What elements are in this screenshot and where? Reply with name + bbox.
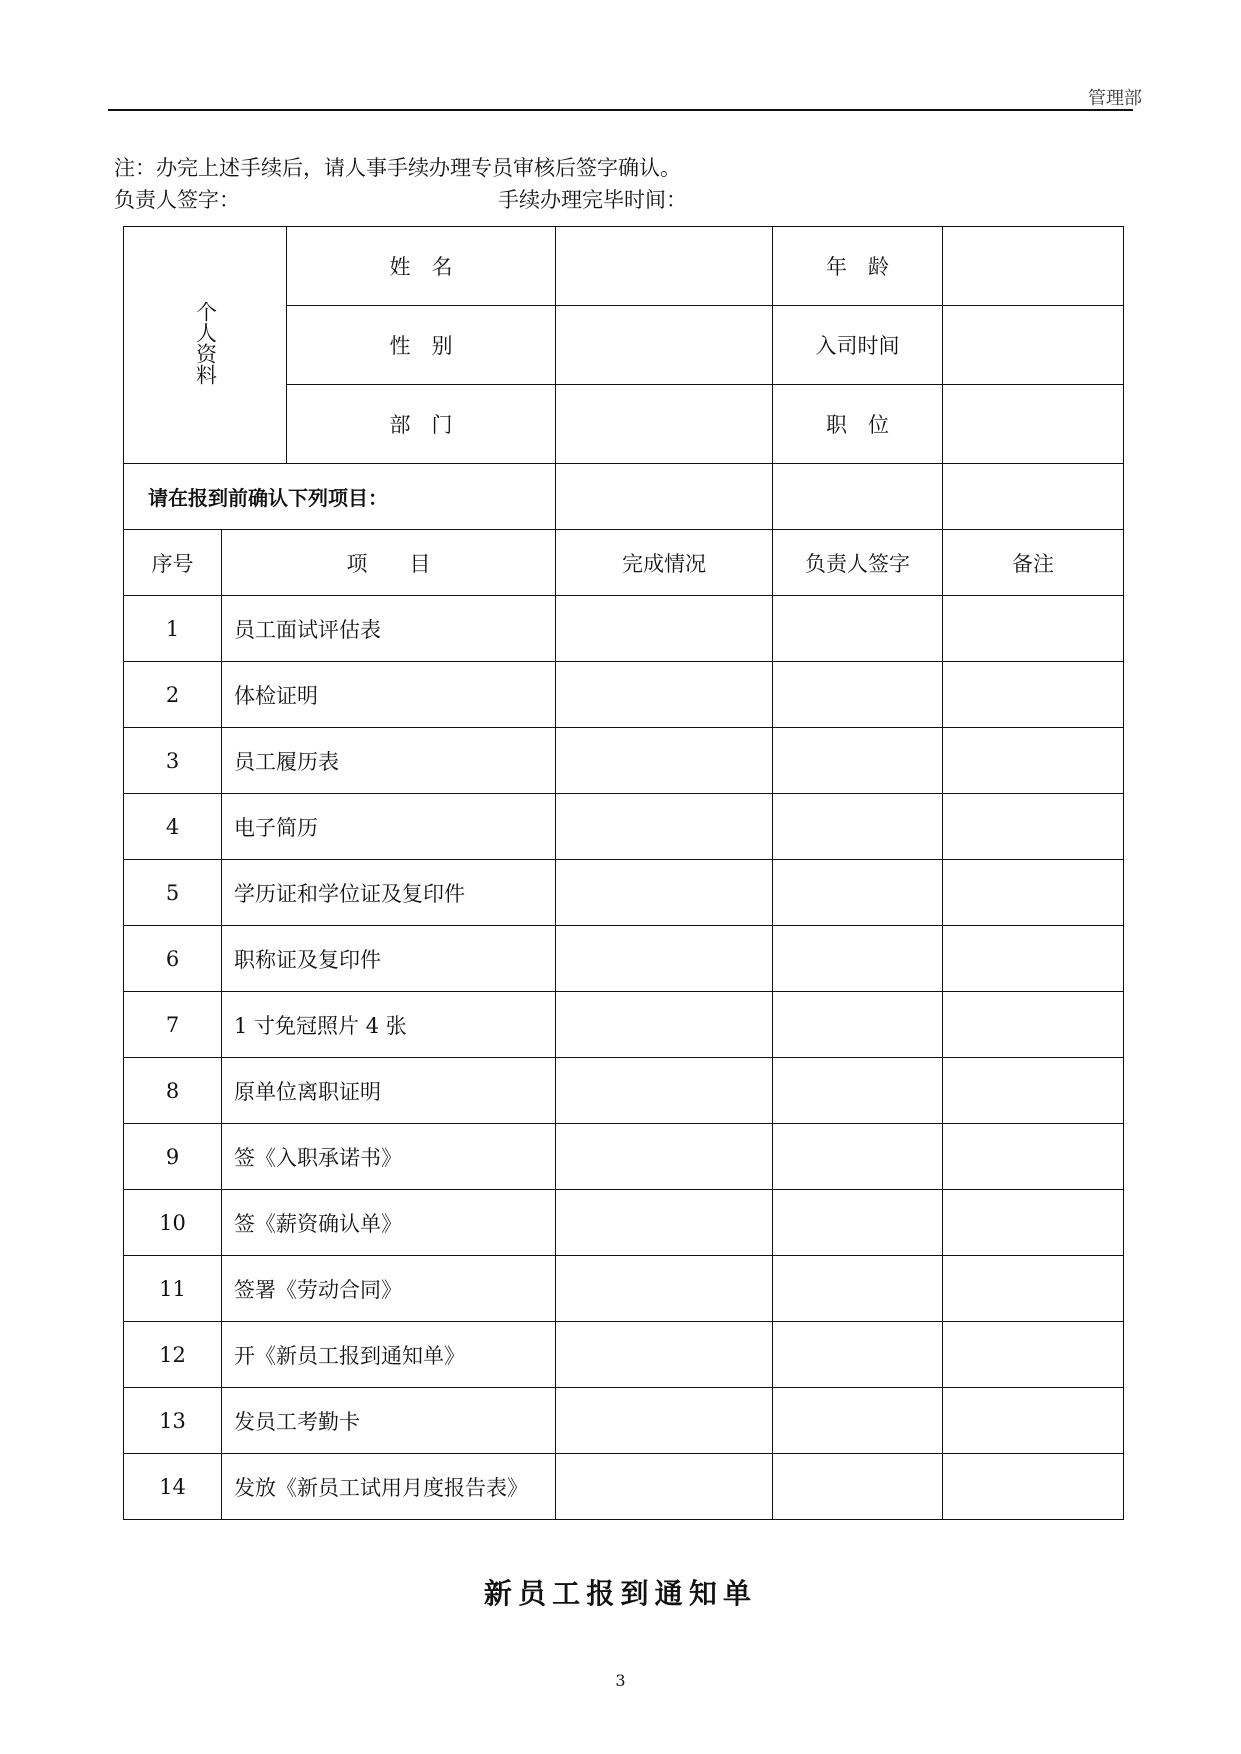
row-signer-cell[interactable] bbox=[773, 1388, 943, 1454]
row-signer-cell[interactable] bbox=[773, 1190, 943, 1256]
gender-label: 性 别 bbox=[287, 306, 556, 385]
signature-label: 负责人签字： bbox=[114, 188, 240, 212]
row-number: 10 bbox=[124, 1190, 222, 1256]
row-signer-cell[interactable] bbox=[773, 1454, 943, 1520]
row-remarks-cell[interactable] bbox=[943, 1256, 1124, 1322]
row-signer-cell[interactable] bbox=[773, 596, 943, 662]
row-number: 2 bbox=[124, 662, 222, 728]
table-row bbox=[124, 728, 1124, 794]
join-date-label: 入司时间 bbox=[773, 306, 943, 385]
signature-line bbox=[114, 186, 687, 214]
completion-time-label: 手续办理完毕时间： bbox=[498, 188, 687, 212]
row-status-cell[interactable] bbox=[556, 662, 773, 728]
row-remarks-cell[interactable] bbox=[943, 1454, 1124, 1520]
column-header-item: 项 目 bbox=[222, 530, 556, 596]
row-remarks-cell[interactable] bbox=[943, 860, 1124, 926]
row-status-cell[interactable] bbox=[556, 1454, 773, 1520]
row-signer-cell[interactable] bbox=[773, 926, 943, 992]
department-value-cell[interactable] bbox=[556, 385, 773, 464]
row-status-cell[interactable] bbox=[556, 1256, 773, 1322]
row-item-name: 原单位离职证明 bbox=[222, 1058, 556, 1124]
row-signer-cell[interactable] bbox=[773, 1322, 943, 1388]
table-row bbox=[124, 1058, 1124, 1124]
row-item-name: 签《入职承诺书》 bbox=[222, 1124, 556, 1190]
table-row bbox=[124, 1256, 1124, 1322]
personal-info-section-label: 个人资料 bbox=[124, 227, 287, 464]
row-remarks-cell[interactable] bbox=[943, 794, 1124, 860]
row-number: 1 bbox=[124, 596, 222, 662]
confirm-instruction-row bbox=[124, 464, 1124, 530]
row-remarks-cell[interactable] bbox=[943, 1322, 1124, 1388]
column-header-remarks: 备注 bbox=[943, 530, 1124, 596]
table-row bbox=[124, 596, 1124, 662]
position-label: 职 位 bbox=[773, 385, 943, 464]
row-status-cell[interactable] bbox=[556, 992, 773, 1058]
row-remarks-cell[interactable] bbox=[943, 1190, 1124, 1256]
table-row bbox=[124, 860, 1124, 926]
info-row-1 bbox=[124, 227, 1124, 306]
row-number: 11 bbox=[124, 1256, 222, 1322]
age-value-cell[interactable] bbox=[943, 227, 1124, 306]
row-remarks-cell[interactable] bbox=[943, 1058, 1124, 1124]
row-item-name: 签署《劳动合同》 bbox=[222, 1256, 556, 1322]
column-header-status: 完成情况 bbox=[556, 530, 773, 596]
row-number: 5 bbox=[124, 860, 222, 926]
row-remarks-cell[interactable] bbox=[943, 728, 1124, 794]
name-label: 姓 名 bbox=[287, 227, 556, 306]
row-status-cell[interactable] bbox=[556, 1124, 773, 1190]
table-row bbox=[124, 1454, 1124, 1520]
row-item-name: 员工面试评估表 bbox=[222, 596, 556, 662]
row-remarks-cell[interactable] bbox=[943, 1388, 1124, 1454]
row-number: 8 bbox=[124, 1058, 222, 1124]
row-remarks-cell[interactable] bbox=[943, 992, 1124, 1058]
row-item-name: 学历证和学位证及复印件 bbox=[222, 860, 556, 926]
row-number: 9 bbox=[124, 1124, 222, 1190]
confirm-blank-cell bbox=[556, 464, 773, 530]
next-form-title: 新员工报到通知单 bbox=[483, 1577, 758, 1610]
row-status-cell[interactable] bbox=[556, 596, 773, 662]
row-signer-cell[interactable] bbox=[773, 1124, 943, 1190]
row-item-name: 开《新员工报到通知单》 bbox=[222, 1322, 556, 1388]
table-row bbox=[124, 992, 1124, 1058]
row-status-cell[interactable] bbox=[556, 728, 773, 794]
table-row bbox=[124, 1388, 1124, 1454]
gender-value-cell[interactable] bbox=[556, 306, 773, 385]
row-item-name: 体检证明 bbox=[222, 662, 556, 728]
row-signer-cell[interactable] bbox=[773, 1058, 943, 1124]
row-remarks-cell[interactable] bbox=[943, 1124, 1124, 1190]
table-row bbox=[124, 1322, 1124, 1388]
note-text: 注：办完上述手续后，请人事手续办理专员审核后签字确认。 bbox=[114, 156, 681, 180]
row-status-cell[interactable] bbox=[556, 1322, 773, 1388]
row-item-name: 电子简历 bbox=[222, 794, 556, 860]
row-status-cell[interactable] bbox=[556, 926, 773, 992]
row-status-cell[interactable] bbox=[556, 860, 773, 926]
row-remarks-cell[interactable] bbox=[943, 596, 1124, 662]
table-row bbox=[124, 926, 1124, 992]
column-header-no: 序号 bbox=[124, 530, 222, 596]
row-status-cell[interactable] bbox=[556, 794, 773, 860]
row-signer-cell[interactable] bbox=[773, 860, 943, 926]
row-signer-cell[interactable] bbox=[773, 1256, 943, 1322]
join-date-value-cell[interactable] bbox=[943, 306, 1124, 385]
row-signer-cell[interactable] bbox=[773, 794, 943, 860]
row-number: 14 bbox=[124, 1454, 222, 1520]
row-number: 3 bbox=[124, 728, 222, 794]
table-row bbox=[124, 794, 1124, 860]
row-signer-cell[interactable] bbox=[773, 728, 943, 794]
page-number: 3 bbox=[615, 1671, 626, 1690]
row-remarks-cell[interactable] bbox=[943, 926, 1124, 992]
row-item-name: 1 寸免冠照片 4 张 bbox=[222, 992, 556, 1058]
department-label: 部 门 bbox=[287, 385, 556, 464]
row-number: 12 bbox=[124, 1322, 222, 1388]
row-number: 4 bbox=[124, 794, 222, 860]
confirm-instruction: 请在报到前确认下列项目： bbox=[124, 464, 556, 530]
row-number: 6 bbox=[124, 926, 222, 992]
row-item-name: 发放《新员工试用月度报告表》 bbox=[222, 1454, 556, 1520]
row-signer-cell[interactable] bbox=[773, 662, 943, 728]
checklist-body bbox=[124, 596, 1124, 1520]
row-number: 7 bbox=[124, 992, 222, 1058]
column-header-signer: 负责人签字 bbox=[773, 530, 943, 596]
row-number: 13 bbox=[124, 1388, 222, 1454]
row-remarks-cell[interactable] bbox=[943, 662, 1124, 728]
row-item-name: 发员工考勤卡 bbox=[222, 1388, 556, 1454]
table-row bbox=[124, 1190, 1124, 1256]
row-signer-cell[interactable] bbox=[773, 992, 943, 1058]
row-item-name: 签《薪资确认单》 bbox=[222, 1190, 556, 1256]
row-item-name: 职称证及复印件 bbox=[222, 926, 556, 992]
checklist-header-row bbox=[124, 530, 1124, 596]
row-item-name: 员工履历表 bbox=[222, 728, 556, 794]
position-value-cell[interactable] bbox=[943, 385, 1124, 464]
row-status-cell[interactable] bbox=[556, 1190, 773, 1256]
table-row bbox=[124, 662, 1124, 728]
age-label: 年 龄 bbox=[773, 227, 943, 306]
confirm-blank-cell bbox=[773, 464, 943, 530]
table-row bbox=[124, 1124, 1124, 1190]
onboarding-checklist-table bbox=[123, 226, 1124, 1520]
row-status-cell[interactable] bbox=[556, 1058, 773, 1124]
row-status-cell[interactable] bbox=[556, 1388, 773, 1454]
header-rule bbox=[108, 109, 1133, 111]
name-value-cell[interactable] bbox=[556, 227, 773, 306]
header-department: 管理部 bbox=[1088, 88, 1142, 109]
confirm-blank-cell bbox=[943, 464, 1124, 530]
